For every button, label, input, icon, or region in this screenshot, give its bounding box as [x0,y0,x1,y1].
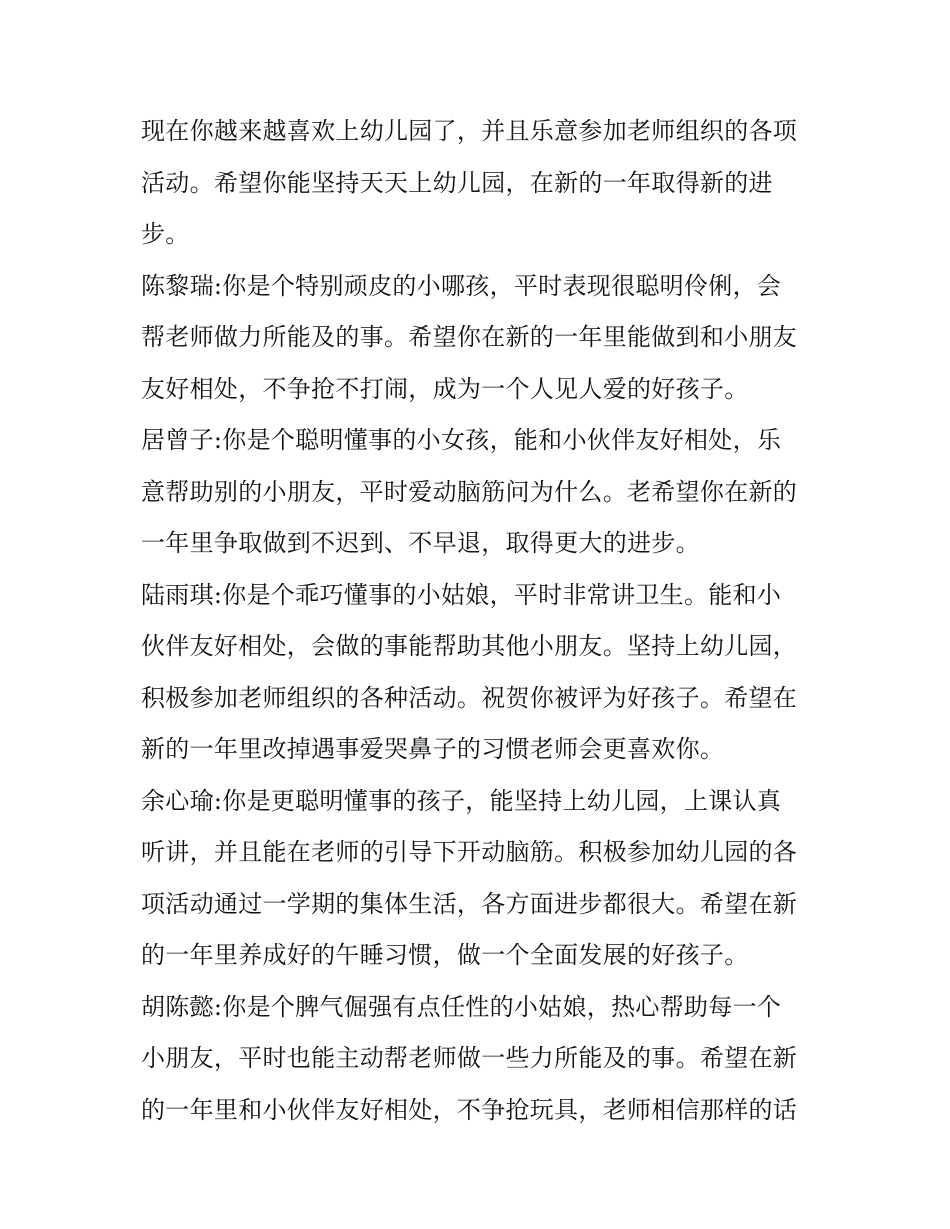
text-line: 帮老师做力所能及的事。希望你在新的一年里能做到和小朋友 [141,323,798,351]
text-line: 一年里争取做到不迟到、不早退，取得更大的进步。 [141,529,700,557]
text-line: 新的一年里改掉遇事爱哭鼻子的习惯老师会更喜欢你。 [141,735,725,763]
text-line: 听讲，并且能在老师的引导下开动脑筋。积极参加幼儿园的各 [141,838,798,866]
text-line: 活动。希望你能坚持天天上幼儿园，在新的一年取得新的进 [141,168,773,197]
text-line: 现在你越来越喜欢上幼儿园了，并且乐意参加老师组织的各项 [141,117,798,145]
text-line: 伙伴友好相处，会做的事能帮助其他小朋友。坚持上幼儿园， [141,632,798,660]
text-line: 居曾子:你是个聪明懂事的小女孩，能和小伙伴友好相处，乐 [141,426,782,454]
text-line: 余心瑜:你是更聪明懂事的孩子，能坚持上幼儿园，上课认真 [141,786,782,815]
text-line: 陈黎瑞:你是个特别顽皮的小哪孩，平时表现很聪明伶俐，会 [141,271,782,300]
document-body [141,106,813,1136]
text-line: 积极参加老师组织的各种活动。祝贺你被评为好孩子。希望在 [141,683,798,712]
text-line: 胡陈懿:你是个脾气倔强有点任性的小姑娘，热心帮助每一个 [141,992,782,1021]
text-line: 意帮助别的小朋友，平时爱动脑筋问为什么。老希望你在新的 [141,477,798,506]
text-line: 友好相处，不争抢不打闹，成为一个人见人爱的好孩子。 [141,374,749,403]
text-line: 小朋友，平时也能主动帮老师做一些力所能及的事。希望在新 [141,1044,798,1072]
text-line: 项活动通过一学期的集体生活，各方面进步都很大。希望在新 [141,889,798,918]
text-line: 的一年里养成好的午睡习惯，做一个全面发展的好孩子。 [141,941,749,969]
text-line: 的一年里和小伙伴友好相处，不争抢玩具，老师相信那样的话 [141,1095,798,1124]
text-line: 步。 [141,220,190,248]
text-line: 陆雨琪:你是个乖巧懂事的小姑娘，平时非常讲卫生。能和小 [141,580,782,609]
